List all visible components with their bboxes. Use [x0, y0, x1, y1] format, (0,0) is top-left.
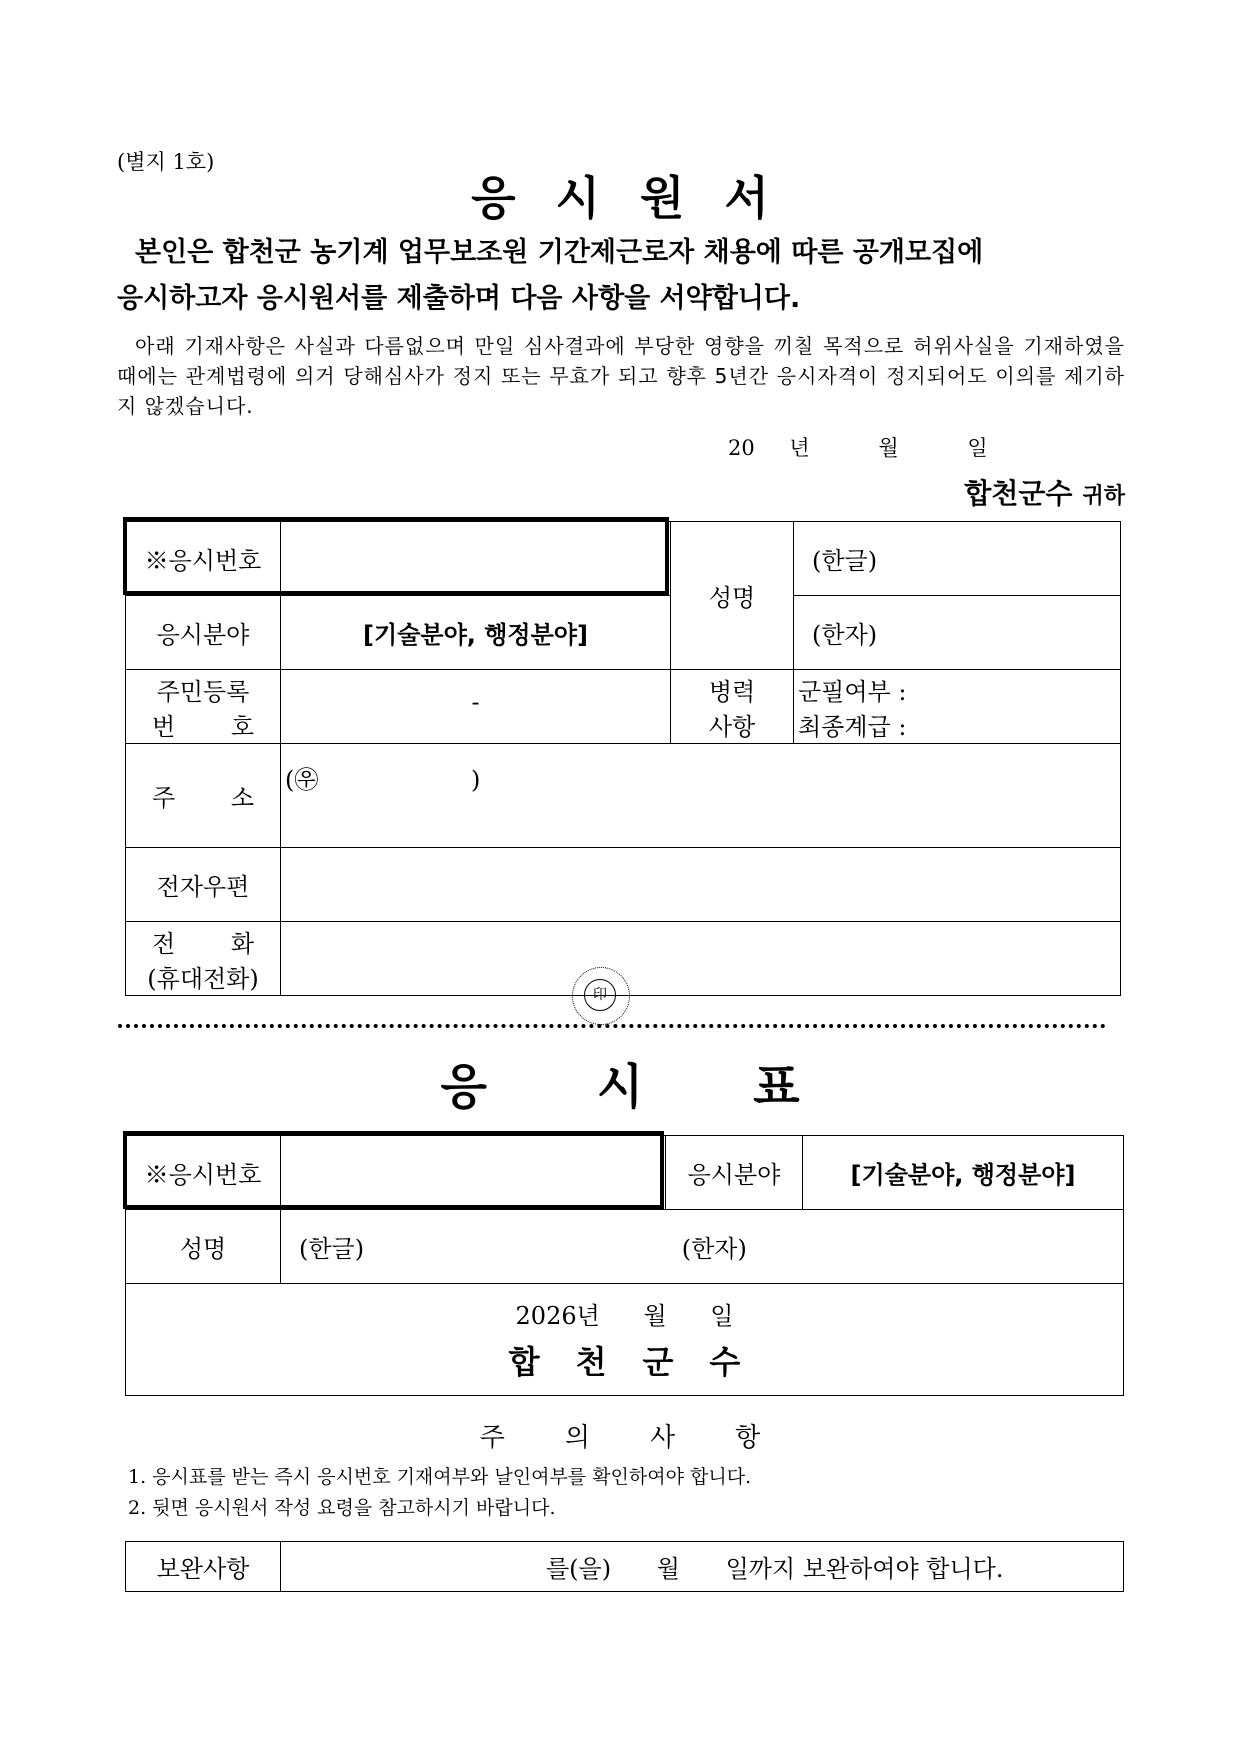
- date-day-unit: 일: [967, 436, 988, 460]
- ticket-field-value[interactable]: [기술분야, 행정분야]: [803, 1136, 1124, 1210]
- field-value[interactable]: [기술분야, 행정분야]: [281, 596, 671, 670]
- seal-stamp: [572, 967, 630, 1025]
- ticket-name-hanja: (한자): [681, 1235, 747, 1263]
- military-served: 군필여부 :: [798, 677, 907, 706]
- notes-title-char-4: 항: [735, 1423, 761, 1453]
- field-label: 응시분야: [126, 596, 281, 670]
- ticket-date: [126, 1296, 1123, 1331]
- phone-label-line2: (휴대전화): [147, 964, 259, 993]
- ticket-table: [125, 1135, 1124, 1396]
- resident-label-2b: 호: [230, 712, 254, 741]
- ticket-issuer-char-4: 수: [709, 1343, 741, 1381]
- military-field[interactable]: [794, 670, 1121, 744]
- date-year-unit: 년: [789, 436, 810, 460]
- recipient: [964, 472, 1125, 512]
- recipient-name: 합천군수: [964, 477, 1073, 510]
- ticket-name-field[interactable]: [281, 1210, 1124, 1284]
- phone-label: [126, 922, 281, 996]
- supplement-text-c: 일까지 보완하여야 합니다.: [725, 1555, 1004, 1583]
- name-korean-field[interactable]: (한글): [794, 522, 1121, 596]
- phone-label-a: 전: [152, 929, 176, 958]
- ticket-issuer-char-3: 군: [642, 1343, 674, 1381]
- oath-line-1: 본인은 합천군 농기계 업무보조원 기간제근로자 채용에 따른 공개모집에: [135, 237, 984, 268]
- annex-label: (별지 1호): [117, 150, 215, 174]
- military-rank: 최종계급 :: [798, 712, 907, 741]
- application-form-table: [125, 521, 1121, 996]
- notes-title-char-3: 사: [650, 1423, 676, 1453]
- ticket-date-year: 2026년: [515, 1302, 600, 1330]
- date-month-unit: 월: [878, 436, 899, 460]
- military-label-line2: 사항: [708, 712, 756, 741]
- ticket-date-month: 월: [643, 1302, 667, 1330]
- ticket-issue-block: [126, 1284, 1124, 1396]
- supplement-label: 보완사항: [126, 1542, 281, 1592]
- recipient-suffix: 귀하: [1082, 484, 1125, 509]
- ticket-title-char-3: 표: [753, 1059, 800, 1115]
- phone-field[interactable]: [281, 922, 1121, 996]
- military-label: [671, 670, 794, 744]
- supplement-table: [125, 1541, 1124, 1592]
- ticket-issuer: [126, 1337, 1123, 1383]
- supplement-field[interactable]: [281, 1542, 1124, 1592]
- application-title: 응시원서: [471, 171, 809, 225]
- resident-label-2a: 번: [152, 712, 176, 741]
- ticket-title-char-2: 시: [596, 1059, 644, 1115]
- email-field[interactable]: [281, 848, 1121, 922]
- oath-statement: [117, 230, 1125, 322]
- resident-number-label: [126, 670, 281, 744]
- ticket-name-korean: (한글): [299, 1235, 365, 1263]
- notes-title: [0, 1417, 1240, 1454]
- application-date: [728, 432, 988, 462]
- supplement-text-b: 월: [656, 1555, 680, 1583]
- ticket-title: [0, 1048, 1240, 1117]
- note-item-2: 2. 뒷면 응시원서 작성 요령을 참고하시기 바랍니다.: [128, 1497, 556, 1519]
- ticket-name-label: 성명: [126, 1210, 281, 1284]
- resident-label-line1: 주민등록: [156, 677, 250, 706]
- ticket-issuer-char-1: 합: [508, 1343, 540, 1381]
- address-label-b: 소: [230, 784, 254, 812]
- date-year: 20: [728, 436, 755, 460]
- military-label-line1: 병력: [708, 677, 756, 706]
- notes-title-char-1: 주: [479, 1423, 505, 1453]
- note-item-1: 1. 응시표를 받는 즉시 응시번호 기재여부와 날인여부를 확인하여야 합니다.: [128, 1466, 752, 1488]
- ticket-field-label: 응시분야: [666, 1136, 803, 1210]
- address-label-a: 주: [152, 784, 176, 812]
- cut-line: [118, 1024, 1106, 1028]
- exam-number-label: ※응시번호: [126, 522, 281, 596]
- address-label: [126, 744, 281, 848]
- ticket-exam-number-label: ※응시번호: [126, 1136, 281, 1210]
- seal-icon: 印: [584, 979, 616, 1011]
- phone-label-b: 화: [230, 929, 254, 958]
- name-label: 성명: [671, 522, 794, 670]
- ticket-issuer-char-2: 천: [575, 1343, 607, 1381]
- address-field[interactable]: (㉾ ): [281, 744, 1121, 848]
- resident-number-field[interactable]: -: [281, 670, 671, 744]
- notes-title-char-2: 의: [564, 1423, 590, 1453]
- ticket-title-char-1: 응: [440, 1059, 487, 1115]
- oath-line-2: 응시하고자 응시원서를 제출하며 다음 사항을 서약합니다.: [117, 283, 801, 314]
- email-label: 전자우편: [126, 848, 281, 922]
- name-hanja-field[interactable]: (한자): [794, 596, 1121, 670]
- ticket-date-day: 일: [710, 1302, 734, 1330]
- exam-number-field[interactable]: [281, 522, 671, 596]
- pledge-text: 아래 기재사항은 사실과 다름없으며 만일 심사결과에 부당한 영향을 끼칠 목적으로 허위사실을 기재하였을 때에는 관계법령에 의거 당해심사가 정지 또는 무효가 되고 향후 5년간 응시자격이 정지되어도 이의를 제기하지 않겠습니다.: [117, 334, 1125, 418]
- supplement-text-a: 를(을): [546, 1555, 612, 1583]
- ticket-exam-number-field[interactable]: [281, 1136, 666, 1210]
